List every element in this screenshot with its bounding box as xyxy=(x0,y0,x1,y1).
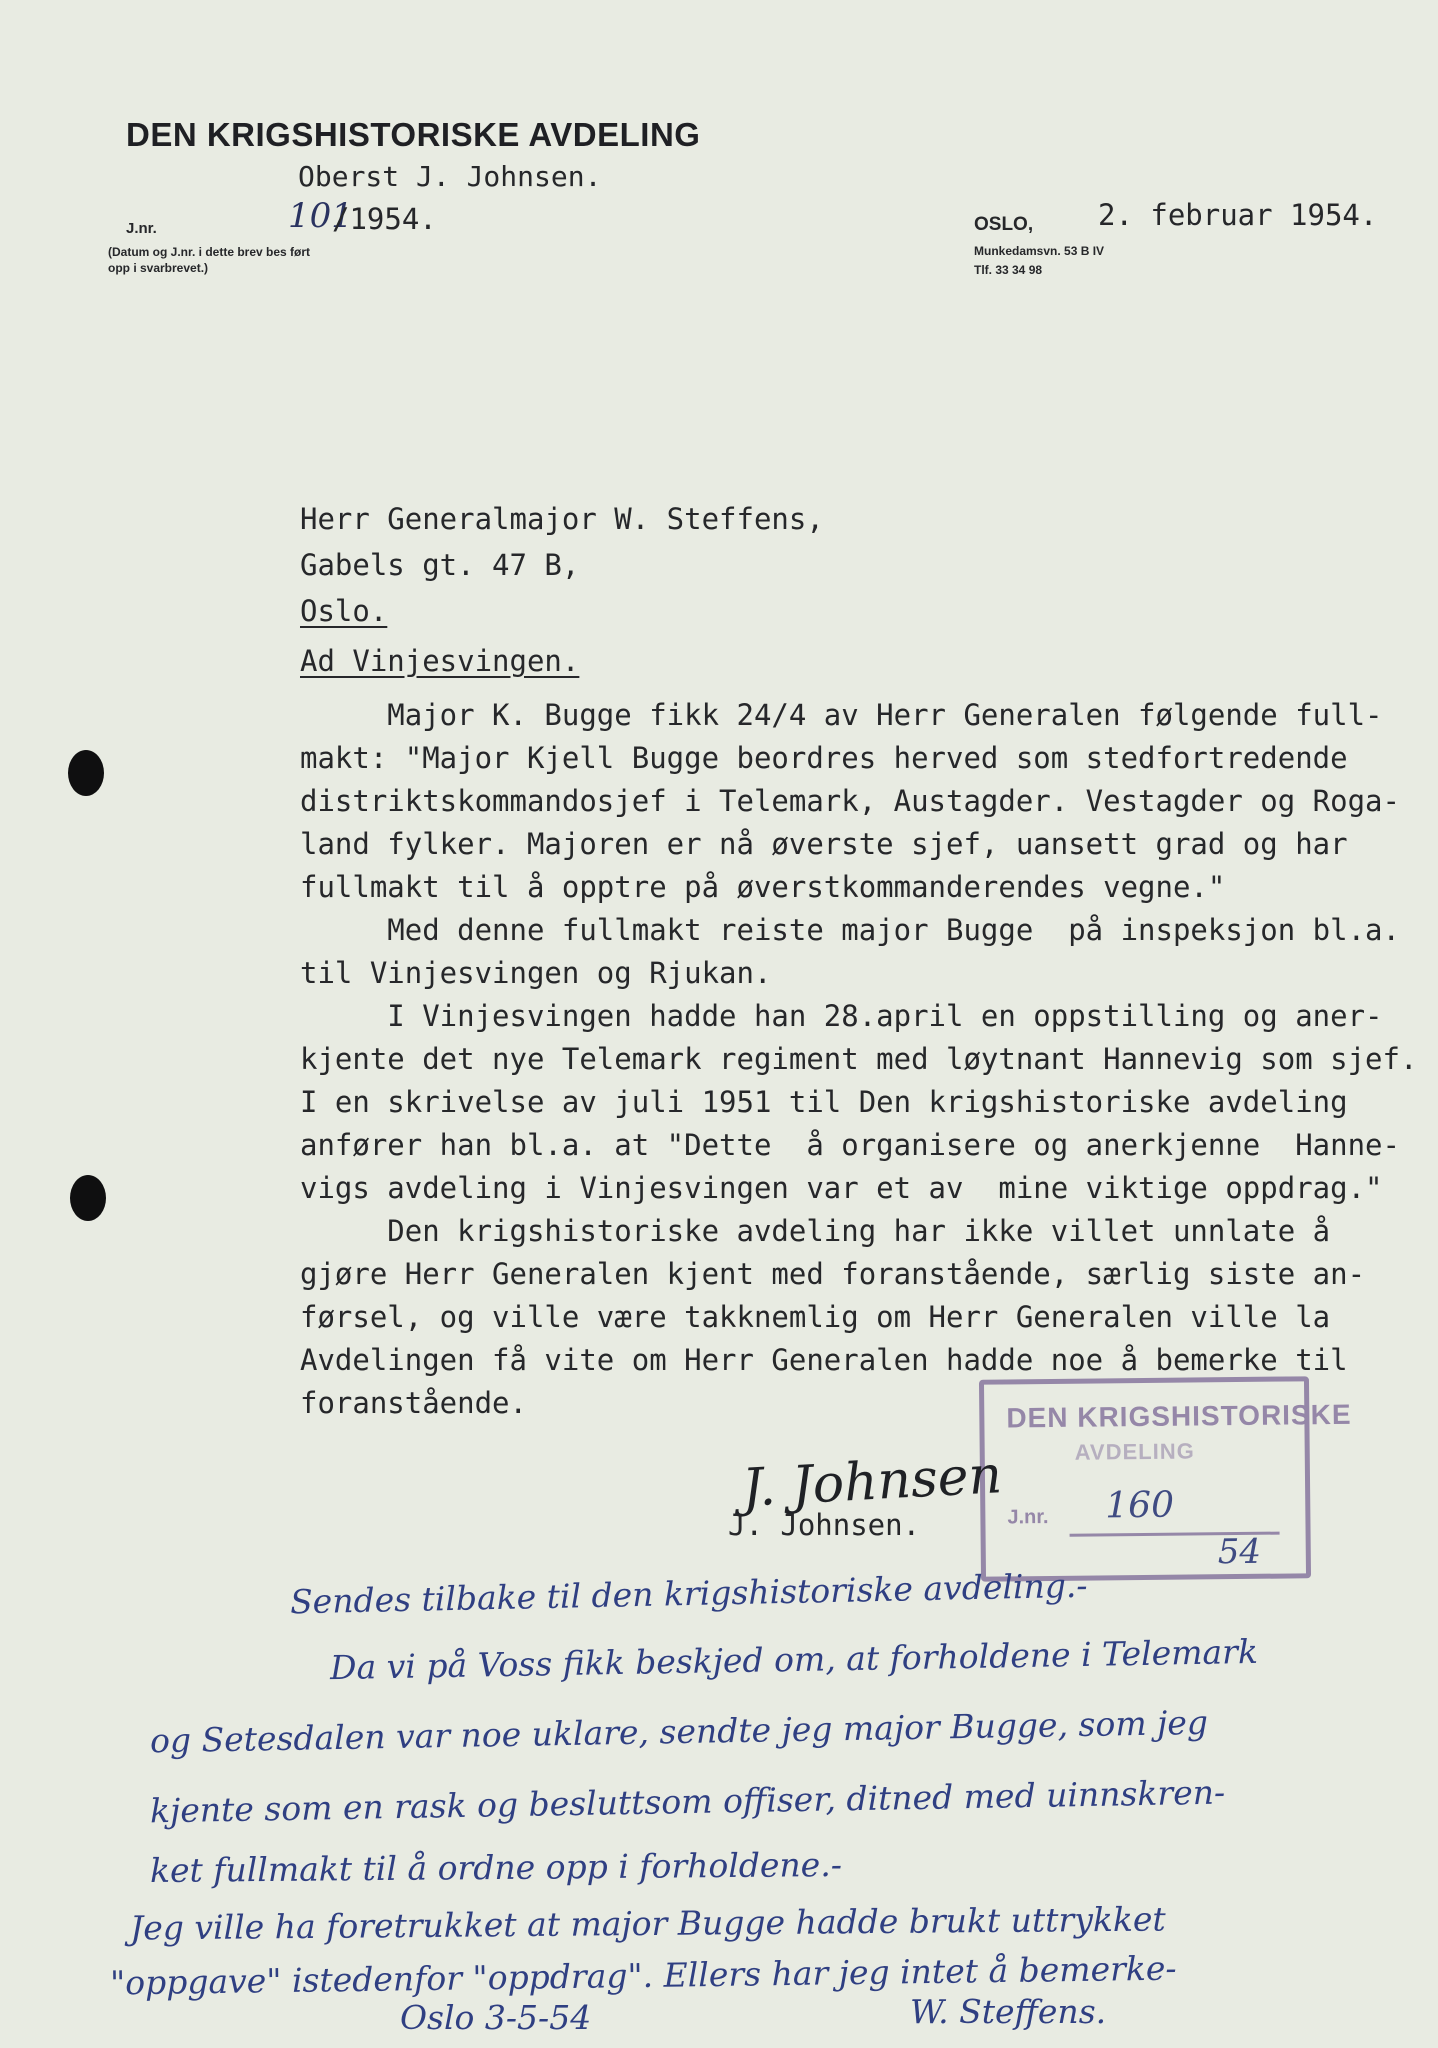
body-line: I en skrivelse av juli 1951 til Den krigshistoriske avdeling xyxy=(300,1085,1348,1119)
handwritten-line: "oppgave" istedenfor "oppdrag". Ellers har jeg intet å bemerke- xyxy=(109,1948,1177,2003)
stamp-organization: DEN KRIGSHISTORISKE xyxy=(1006,1398,1352,1434)
organization-heading: DEN KRIGSHISTORISKE AVDELING xyxy=(126,116,701,153)
recipient-city: Oslo. xyxy=(300,594,388,628)
handwritten-date: Oslo 3-5-54 xyxy=(400,1998,592,2037)
city-label: OSLO, xyxy=(974,214,1034,235)
handwritten-line: Da vi på Voss fikk beskjed om, at forholdene i Telemark xyxy=(329,1631,1259,1688)
stamp-number: 160 xyxy=(1105,1484,1175,1527)
body-line: I Vinjesvingen hadde han 28.april en oppstilling og aner- xyxy=(300,999,1383,1033)
jnr-number: 101 xyxy=(288,196,353,236)
body-line: førsel, og ville være takknemlig om Herr Generalen ville la xyxy=(300,1300,1331,1334)
handwritten-line: kjente som en rask og besluttsom offiser, ditned med uinnskren- xyxy=(149,1772,1226,1831)
jnr-label: J.nr. xyxy=(126,220,157,237)
body-line: makt: "Major Kjell Bugge beordres herved som stedfortredende xyxy=(300,741,1348,775)
body-line: Major K. Bugge fikk 24/4 av Herr Generalen følgende full- xyxy=(300,698,1383,732)
punch-hole-top xyxy=(68,750,104,796)
letter-body xyxy=(300,694,1418,1425)
body-line: anfører han bl.a. at "Dette å organisere og anerkjenne Hanne- xyxy=(300,1128,1400,1162)
body-line: distriktskommandosjef i Telemark, Austagder. Vestagder og Roga- xyxy=(300,784,1400,818)
body-line: Med denne fullmakt reiste major Bugge på inspeksjon bl.a. xyxy=(300,913,1400,947)
letter-date: 2. februar 1954. xyxy=(1098,198,1378,232)
body-line: land fylker. Majoren er nå øverste sjef, uansett grad og har xyxy=(300,827,1348,861)
body-line: vigs avdeling i Vinjesvingen var et av mine viktige oppdrag." xyxy=(300,1171,1383,1205)
body-line: til Vinjesvingen og Rjukan. xyxy=(300,956,772,990)
subject-line: Ad Vinjesvingen. xyxy=(300,644,580,678)
body-line: Avdelingen få vite om Herr Generalen hadde noe å bemerke til xyxy=(300,1343,1348,1377)
typed-signature-name: J. Johnsen. xyxy=(728,1508,921,1542)
handwritten-line: Jeg ville ha foretrukket at major Bugge hadde brukt uttrykket xyxy=(129,1899,1166,1948)
recipient-name: Herr Generalmajor W. Steffens, xyxy=(300,502,824,536)
office-address: Munkedamsvn. 53 B IV Tlf. 33 34 98 xyxy=(974,244,1105,277)
officer-line: Oberst J. Johnsen. xyxy=(298,160,602,193)
recipient-street: Gabels gt. 47 B, xyxy=(300,548,580,582)
punch-hole-bottom xyxy=(70,1175,106,1221)
stamp-department: AVDELING xyxy=(1074,1438,1195,1465)
handwritten-line: Sendes tilbake til den krigshistoriske avdeling.- xyxy=(289,1565,1088,1622)
stamp-jnr-label: J.nr. xyxy=(1007,1506,1049,1529)
handwritten-signature-steffens: W. Steffens. xyxy=(910,1992,1107,2031)
handwritten-signature: J. Johnsen xyxy=(740,1445,1004,1519)
body-line: fullmakt til å opptre på øverstkommanderendes vegne." xyxy=(300,870,1226,904)
body-line: kjente det nye Telemark regiment med løytnant Hannevig som sjef. xyxy=(300,1042,1418,1076)
jnr-year: /1954. xyxy=(332,202,437,236)
body-line: Den krigshistoriske avdeling har ikke villet unnlate å xyxy=(300,1214,1331,1248)
handwritten-line: og Setesdalen var noe uklare, sendte jeg major Bugge, som jeg xyxy=(149,1702,1209,1761)
body-line: gjøre Herr Generalen kjent med foranstående, særlig siste an- xyxy=(300,1257,1366,1291)
handwritten-line: ket fullmakt til å ordne opp i forholdene.- xyxy=(149,1844,843,1891)
body-line: foranstående. xyxy=(300,1386,527,1420)
stamp-year: 54 xyxy=(1217,1531,1262,1573)
jnr-note: (Datum og J.nr. i dette brev bes ført opp i svarbrevet.) xyxy=(108,245,311,275)
received-stamp xyxy=(979,1376,1352,1581)
